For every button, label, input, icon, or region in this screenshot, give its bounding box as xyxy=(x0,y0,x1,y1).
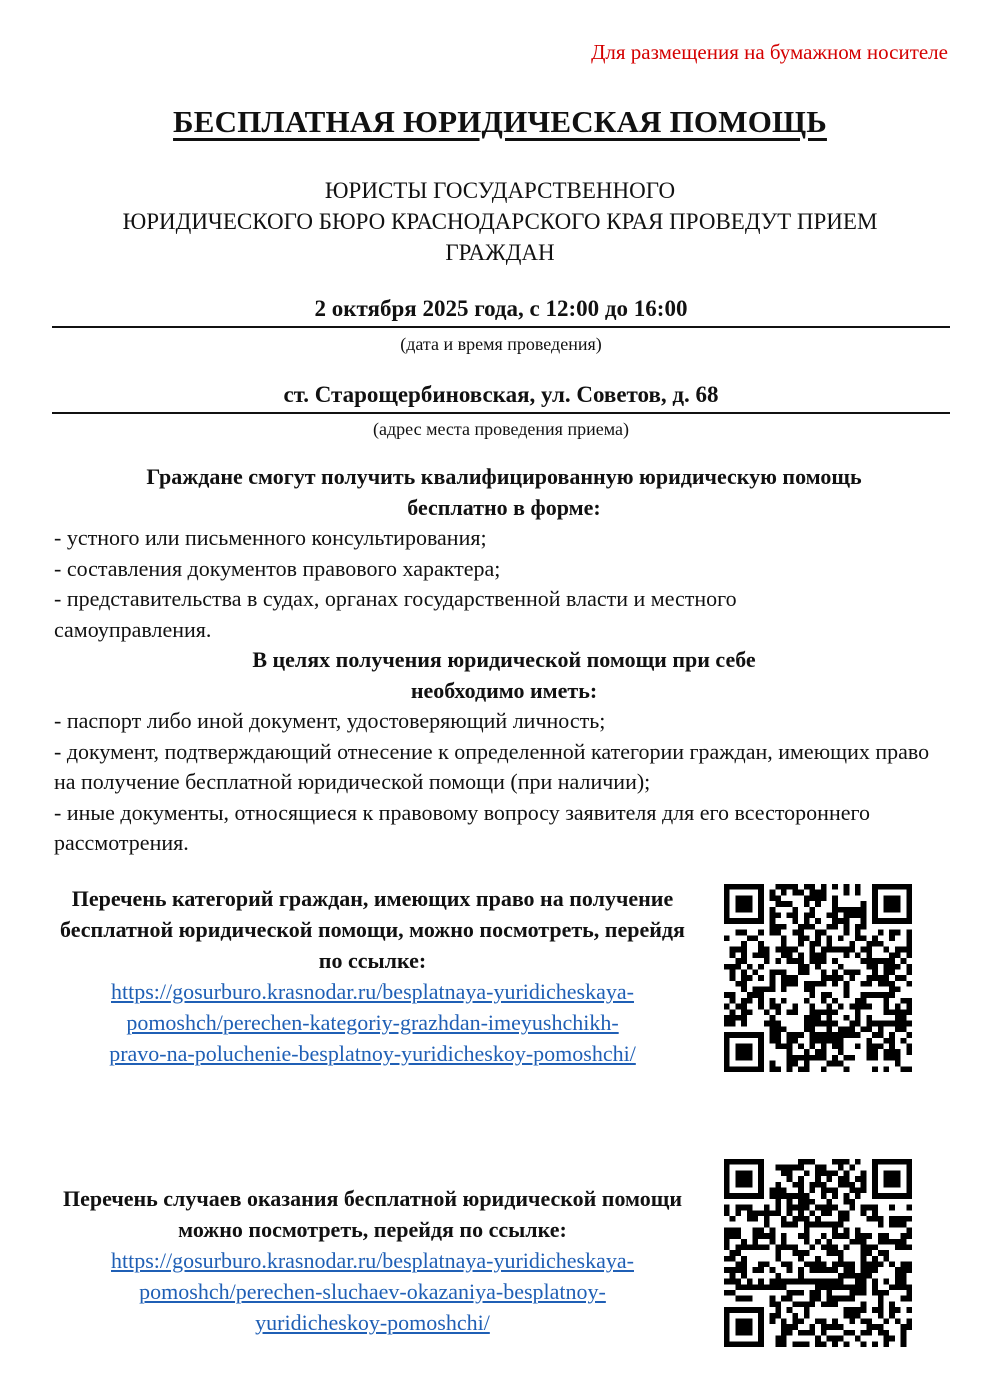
event-datetime: 2 октября 2025 года, с 12:00 до 16:00 xyxy=(52,296,950,328)
list-item: - паспорт либо иной документ, удостоверяющий личность; xyxy=(54,708,606,733)
link-line[interactable]: https://gosurburo.krasnodar.ru/besplatnaya-yuridicheskaya- xyxy=(111,1248,634,1273)
qr-code-icon xyxy=(724,1159,912,1347)
subtitle-line: ГРАЖДАН xyxy=(445,240,555,265)
cases-heading: Перечень случаев оказания бесплатной юридической помощи можно посмотреть, перейдя по ссылке: xyxy=(62,1186,683,1242)
event-datetime-caption: (дата и время проведения) xyxy=(400,334,602,354)
link-line[interactable]: https://gosurburo.krasnodar.ru/besplatnaya-yuridicheskaya- xyxy=(111,979,634,1004)
link-line[interactable]: yuridicheskoy-pomoshchi/ xyxy=(255,1310,490,1335)
list-item: - устного или письменного консультирования; xyxy=(54,525,487,550)
link-line[interactable]: pravo-na-poluchenie-besplatnoy-yuridicheskoy-pomoshchi/ xyxy=(109,1041,636,1066)
page-title: БЕСПЛАТНАЯ ЮРИДИЧЕСКАЯ ПОМОЩЬ xyxy=(173,104,827,139)
event-address: ст. Старощербиновская, ул. Советов, д. 68 xyxy=(52,382,950,414)
subtitle xyxy=(40,175,960,268)
list-item: - документ, подтверждающий отнесение к определенной категории граждан, имеющих право на получение бесплатной юридической помощи (при наличии); xyxy=(54,738,930,794)
qr-code-icon xyxy=(724,884,912,1072)
cases-section xyxy=(50,1183,695,1338)
list-item: - иные документы, относящиеся к правовому вопросу заявителя для его всестороннего рассмотрения. xyxy=(54,799,870,855)
categories-section xyxy=(50,883,695,1069)
print-notice: Для размещения на бумажном носителе xyxy=(591,40,948,64)
heading-line: необходимо иметь: xyxy=(410,677,598,703)
documents-heading xyxy=(54,645,954,706)
list-item: - представительства в судах, органах государственной власти и местного самоуправления. xyxy=(54,586,737,642)
subtitle-line: ЮРИДИЧЕСКОГО БЮРО КРАСНОДАРСКОГО КРАЯ ПРОВЕДУТ ПРИЕМ xyxy=(122,209,878,234)
categories-link[interactable] xyxy=(50,976,695,1069)
subtitle-line: ЮРИСТЫ ГОСУДАРСТВЕННОГО xyxy=(324,178,676,203)
link-line[interactable]: pomoshch/perechen-sluchaev-okazaniya-besplatnoy- xyxy=(139,1279,606,1304)
categories-heading: Перечень категорий граждан, имеющих право на получение бесплатной юридической помощи, можно посмотреть, перейдя по ссылке: xyxy=(60,886,685,973)
heading-line: Граждане смогут получить квалифицированную юридическую помощь xyxy=(146,464,862,489)
heading-line: бесплатно в форме: xyxy=(407,494,601,520)
cases-link[interactable] xyxy=(50,1245,695,1338)
list-item: - составления документов правового характера; xyxy=(54,555,501,581)
link-line[interactable]: pomoshch/perechen-kategoriy-grazhdan-imeyushchikh- xyxy=(126,1010,619,1035)
help-forms-heading xyxy=(54,462,954,523)
event-address-caption: (адрес места проведения приема) xyxy=(373,419,629,439)
heading-line: В целях получения юридической помощи при себе xyxy=(252,647,756,672)
help-forms-section xyxy=(54,462,954,859)
